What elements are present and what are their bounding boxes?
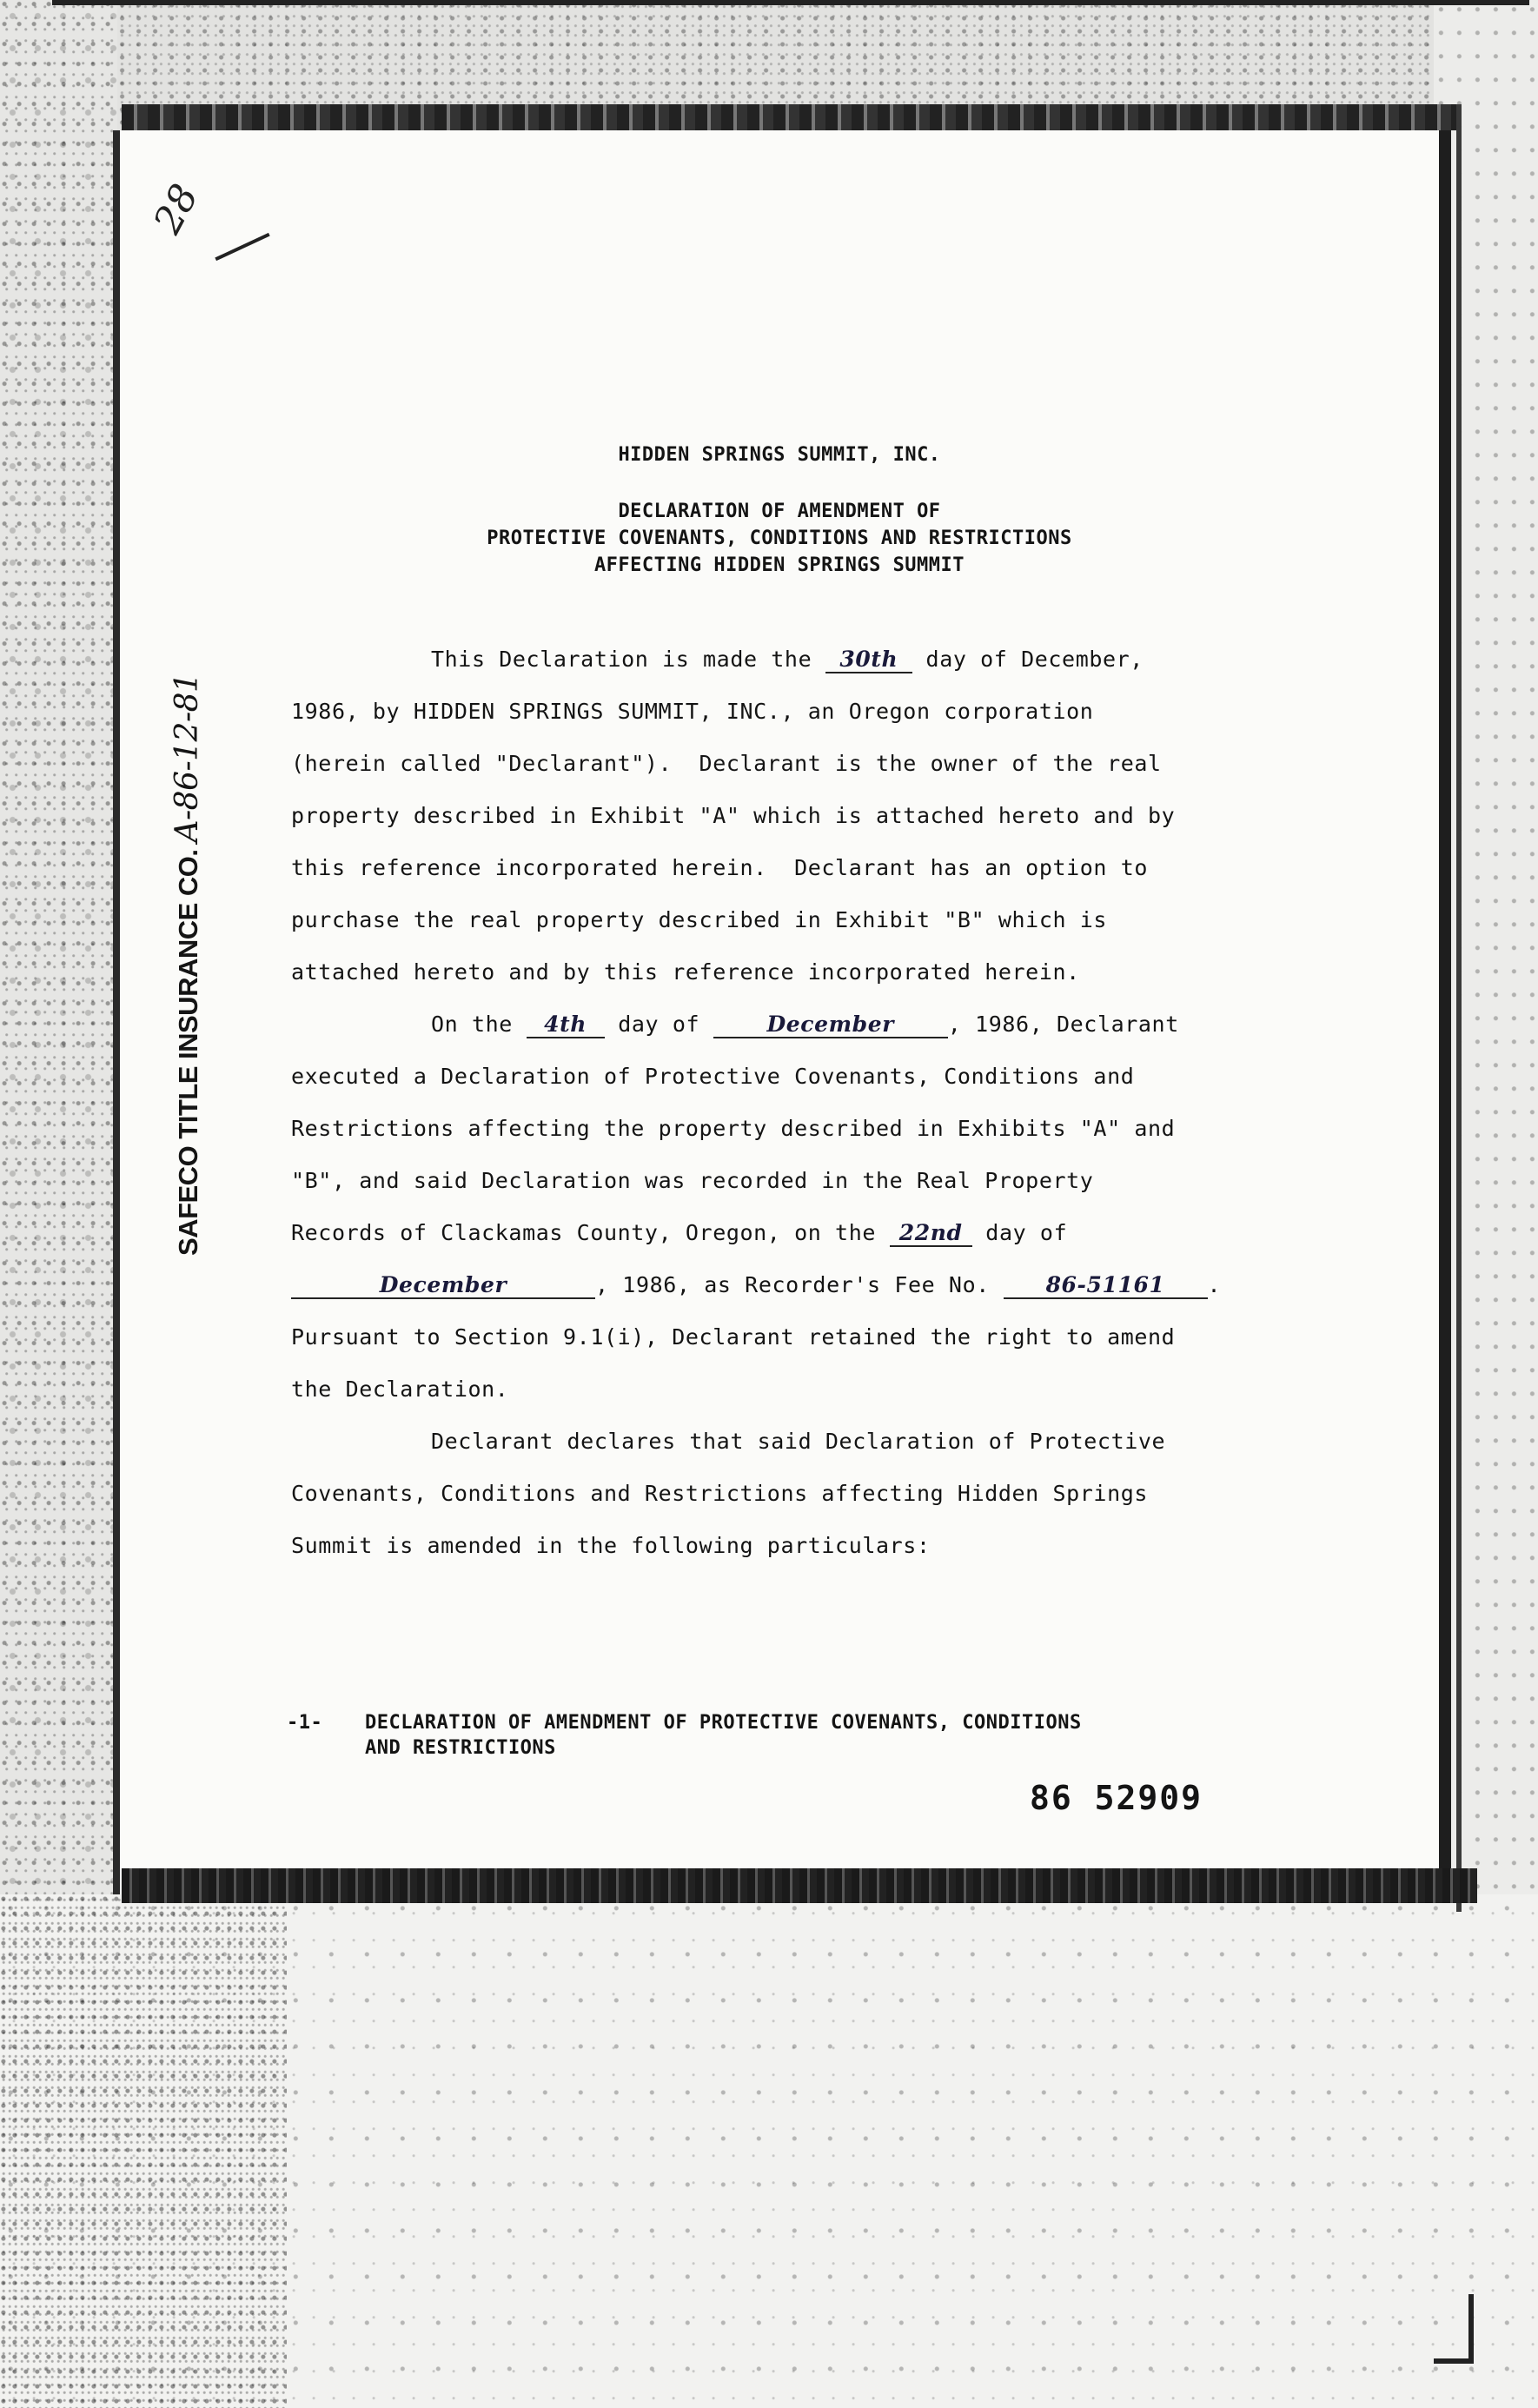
- footer-page-number: -1-: [287, 1712, 323, 1734]
- handwritten-fee-number: 86-51161: [1004, 1272, 1208, 1299]
- scan-top-border: [122, 104, 1460, 130]
- paragraph1-line-6: attached hereto and by this reference incorporated herein.: [291, 959, 1080, 985]
- document-header: [120, 435, 1439, 579]
- title-line-2: PROTECTIVE COVENANTS, CONDITIONS AND RESTRICTIONS: [487, 527, 1072, 549]
- paragraph2-line-0: [431, 1012, 1179, 1038]
- paragraph2-line-6: Pursuant to Section 9.1(i), Declarant retained the right to amend: [291, 1324, 1176, 1350]
- scan-right-border-outer: [1456, 104, 1462, 1912]
- handwritten-recorded-month: December: [291, 1272, 595, 1299]
- scan-right-border: [1439, 130, 1451, 1886]
- handwritten-day-made: 30th: [825, 647, 912, 673]
- paragraph2-line-2: Restrictions affecting the property described in Exhibits "A" and: [291, 1116, 1176, 1141]
- scan-corner-mark: [1468, 2294, 1474, 2364]
- recording-number: 86 52909: [1030, 1779, 1203, 1817]
- paragraph3-line-1: Covenants, Conditions and Restrictions affecting Hidden Springs: [291, 1481, 1149, 1506]
- handwritten-margin-note: 28: [145, 176, 208, 242]
- p2-fee-pre: , 1986, as Recorder's Fee No.: [595, 1272, 1004, 1297]
- paragraph1-line-3: property described in Exhibit "A" which is attached hereto and by: [291, 803, 1176, 828]
- p2-records-post: day of: [971, 1220, 1068, 1245]
- title-line-3: AFFECTING HIDDEN SPRINGS SUMMIT: [593, 554, 965, 576]
- p2-on-the: On the: [431, 1012, 527, 1037]
- stamp-text: SAFECO TITLE INSURANCE CO.: [173, 849, 203, 1256]
- p2-fee-post: .: [1207, 1272, 1222, 1297]
- paragraph2-line-1: executed a Declaration of Protective Covenants, Conditions and: [291, 1064, 1135, 1089]
- scan-corner-mark-base: [1434, 2358, 1474, 2364]
- scan-noise-bottom-left: [0, 1894, 287, 2408]
- paragraph2-line-4: [291, 1220, 1067, 1247]
- handwritten-executed-month: December: [713, 1012, 948, 1038]
- p2-day-of: day of: [604, 1012, 713, 1037]
- paragraph2-line-7: the Declaration.: [291, 1376, 509, 1402]
- paragraph3-line-2: Summit is amended in the following particulars:: [291, 1533, 931, 1558]
- scan-left-border: [113, 130, 120, 1894]
- paragraph1-line-1: 1986, by HIDDEN SPRINGS SUMMIT, INC., an Oregon corporation: [291, 699, 1094, 724]
- p1-text-pre: This Declaration is made the: [431, 647, 825, 672]
- p1-text-post: day of December,: [912, 647, 1144, 672]
- paragraph2-line-3: "B", and said Declaration was recorded in the Real Property: [291, 1168, 1094, 1193]
- footer-title-line-2: AND RESTRICTIONS: [365, 1737, 556, 1759]
- title-line-1: DECLARATION OF AMENDMENT OF: [618, 501, 941, 522]
- paragraph1-line-4: this reference incorporated herein. Declarant has an option to: [291, 855, 1149, 880]
- document-page: [120, 130, 1439, 1868]
- stamp-handwritten-number: A-86-12-81: [169, 673, 205, 843]
- handwritten-executed-day: 4th: [527, 1012, 605, 1038]
- scan-top-line: [52, 0, 1529, 5]
- paragraph1-line-5: purchase the real property described in Exhibit "B" which is: [291, 907, 1108, 932]
- scan-bottom-border: [122, 1868, 1477, 1903]
- p2-year-tail: , 1986, Declarant: [947, 1012, 1179, 1037]
- title-company-stamp: [169, 673, 205, 1256]
- footer-title-line-1: DECLARATION OF AMENDMENT OF PROTECTIVE COVENANTS, CONDITIONS: [365, 1712, 1082, 1734]
- paragraph2-line-5: [291, 1272, 1221, 1299]
- paragraph1-line-0: [431, 647, 1144, 673]
- p2-records-pre: Records of Clackamas County, Oregon, on the: [291, 1220, 890, 1245]
- paragraph3-line-0: Declarant declares that said Declaration of Protective: [431, 1429, 1166, 1454]
- handwritten-recorded-day: 22nd: [890, 1220, 972, 1247]
- company-name: HIDDEN SPRINGS SUMMIT, INC.: [618, 444, 941, 466]
- paragraph1-line-2: (herein called "Declarant"). Declarant is the owner of the real: [291, 751, 1162, 776]
